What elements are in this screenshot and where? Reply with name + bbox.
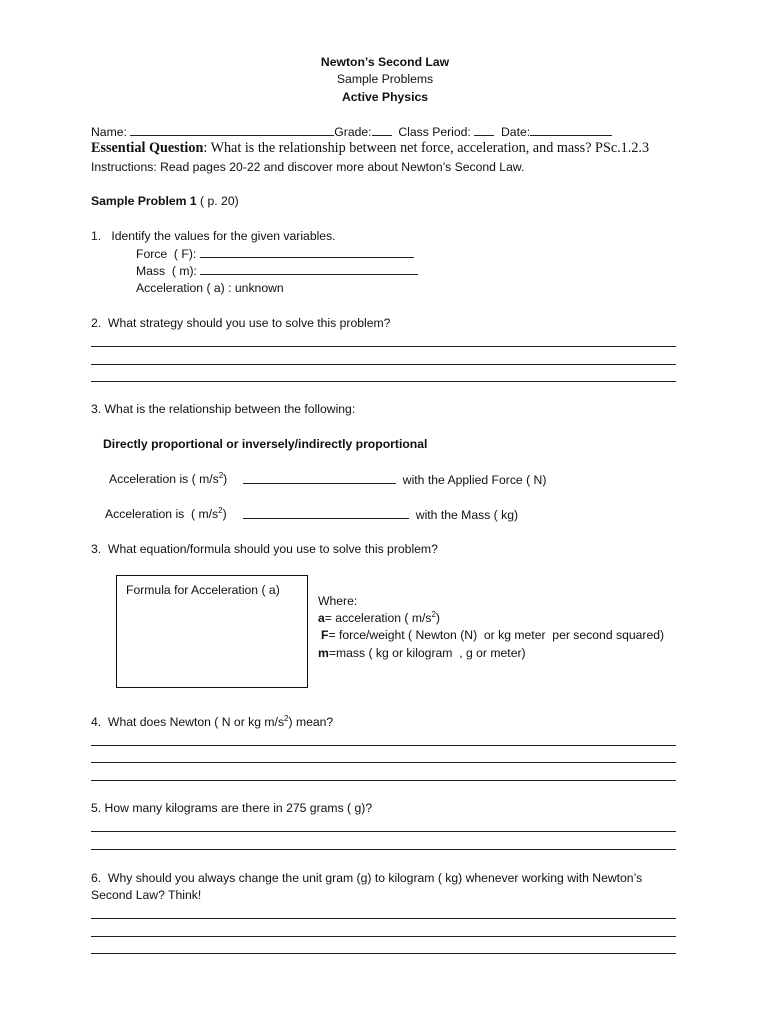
force-field[interactable] [200,246,414,258]
relationship-field-2[interactable] [243,507,409,519]
class-period-label: Class Period: [398,125,475,139]
relationship-field-1[interactable] [243,472,396,484]
mass-label: Mass ( m): [136,264,201,278]
answer-line[interactable] [91,346,676,347]
variable-m-definition: m=mass ( kg or kilogram , g or meter) [318,646,526,660]
name-label: Name: [91,125,131,139]
question-6-text-line-1: 6. Why should you always change the unit gram (g) to kilogram ( kg) whenever working with Newton’s [91,871,643,885]
formula-answer-box[interactable] [116,575,308,688]
class-period-field[interactable] [474,124,494,136]
answer-line[interactable] [91,918,676,919]
question-3b-text: 3. What equation/formula should you use to solve this problem? [91,542,438,556]
answer-line[interactable] [91,831,676,832]
answer-line[interactable] [91,780,676,781]
date-label: Date: [501,125,531,139]
instructions: Instructions: Read pages 20-22 and discover more about Newton’s Second Law. [91,160,525,174]
relationship-row-2: Acceleration is ( $m/s^2$) [105,505,227,521]
essential-question-text: : What is the relationship between net force, acceleration, and mass? PSc.1.2.3 [203,140,650,156]
name-field[interactable] [130,124,334,136]
grade-field[interactable] [372,124,392,136]
acceleration-line: Acceleration ( a) : unknown [136,281,284,295]
force-label: Force ( F): [136,247,200,261]
answer-line[interactable] [91,953,676,954]
variable-f-definition: F= force/weight ( Newton (N) or kg meter per second squared) [321,628,665,642]
sample-problem-label: Sample Problem 1 [91,194,197,208]
mass-line [136,263,418,279]
question-4-text: 4. What does Newton ( N or kg $m/s^2$) mean? [91,713,334,729]
grade-label: Grade: [334,125,372,139]
formula-box-label: Formula for Acceleration ( a) [126,583,280,597]
document-subtitle: Sample Problems [336,72,434,86]
essential-question-label: Essential Question [91,140,204,156]
question-6-text-line-2: Second Law? Think! [91,888,202,902]
answer-line[interactable] [91,381,676,382]
sample-problem-ref: ( p. 20) [196,194,239,208]
relationship-blank-2-row: with the Mass ( kg) [243,507,518,523]
sample-problem-heading [91,194,239,209]
answer-line[interactable] [91,849,676,850]
where-label: Where: [318,594,358,608]
course-title: Active Physics [341,90,429,104]
variable-a-definition: a= acceleration ( $m/s^2$) [318,609,440,625]
date-field[interactable] [530,124,612,136]
answer-line[interactable] [91,364,676,365]
mass-field[interactable] [200,263,418,275]
force-line [136,246,414,262]
question-3-text: 3. What is the relationship between the following: [91,402,356,416]
answer-line[interactable] [91,762,676,763]
answer-line[interactable] [91,745,676,746]
student-info-line [91,124,612,140]
document-title: Newton’s Second Law [320,55,450,69]
answer-line[interactable] [91,936,676,937]
question-2-text: 2. What strategy should you use to solve this problem? [91,316,391,330]
relationship-row-1: Acceleration is ( $m/s^2$) [109,470,228,486]
question-1-text: 1. Identify the values for the given variables. [91,229,336,243]
essential-question [91,140,649,157]
question-5-text: 5. How many kilograms are there in 275 grams ( g)? [91,801,373,815]
proportional-options: Directly proportional or inversely/indirectly proportional [103,437,428,451]
relationship-blank-1-row: with the Applied Force ( N) [243,472,546,488]
